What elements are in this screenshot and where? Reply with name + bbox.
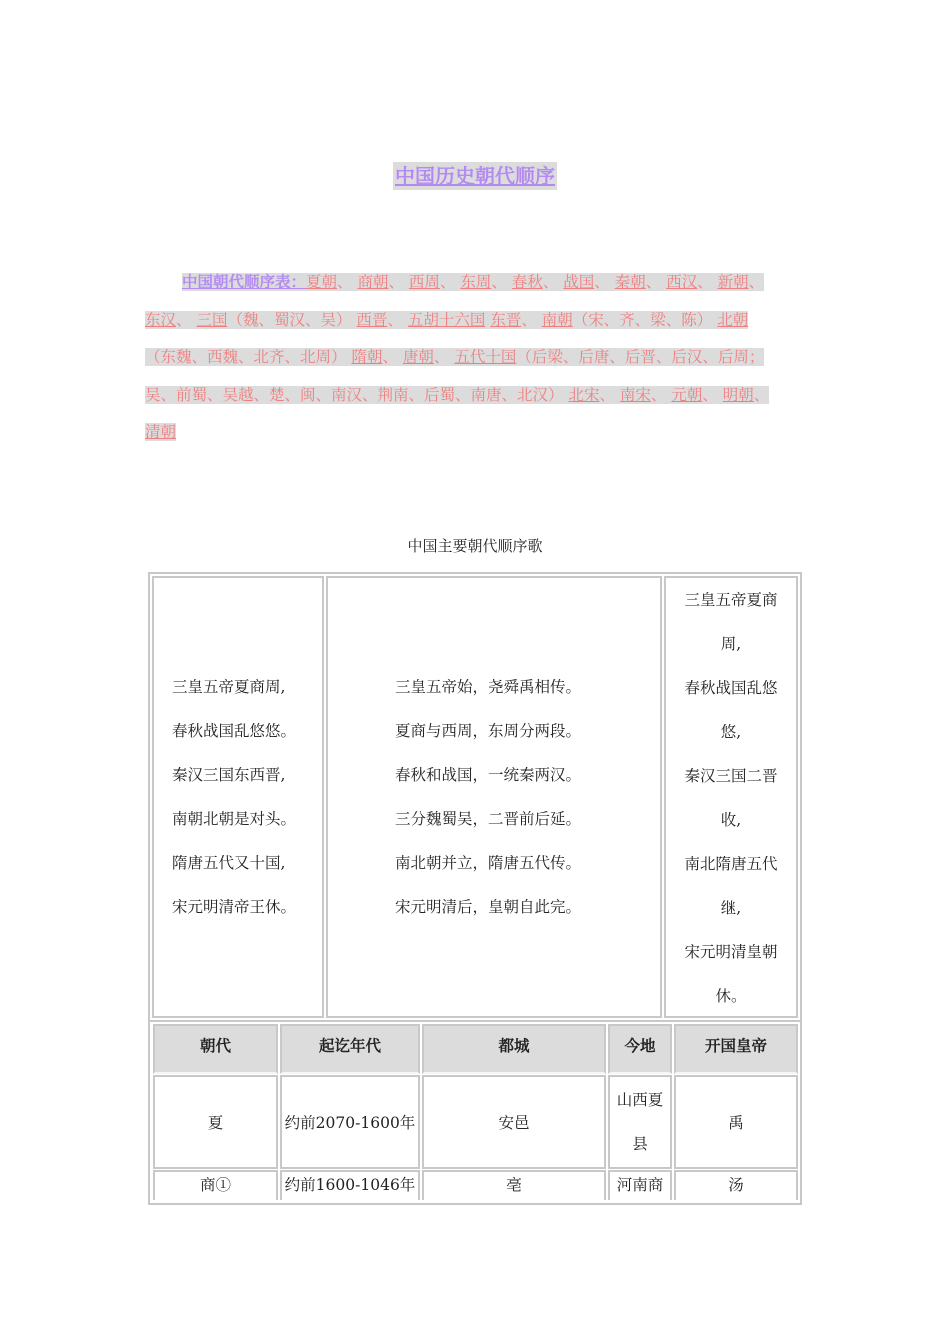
text-line: 春秋和战国，一统秦两汉。: [395, 766, 582, 784]
dynasty-text: 、: [645, 273, 667, 291]
text-line: 夏商与西周，东周分两段。: [395, 722, 582, 740]
dynasty-text: 、: [433, 348, 455, 366]
text-line: 三分魏蜀吴，二晋前后延。: [395, 810, 582, 828]
dynasty-text: 、: [697, 273, 718, 291]
text-line: 南北朝并立，隋唐五代传。: [395, 854, 582, 872]
text-line: 宋元明清后，皇朝自此完。: [395, 898, 582, 916]
dynasty-text: 、: [650, 385, 672, 404]
table-cell: 河南商: [608, 1170, 672, 1200]
dynasty-text: （东魏、西魏、北齐、北周）: [145, 348, 352, 366]
dynasty-text: 吴、前蜀、吴越、楚、闽、南汉、荆南、后蜀、南唐、北汉）: [145, 385, 569, 404]
text-line: 周,: [720, 635, 742, 653]
table-cell: 汤: [674, 1170, 798, 1200]
text-line: 隋唐五代又十国,: [172, 854, 286, 872]
dynasty-text: 、: [337, 273, 358, 291]
text-line: 秦汉三国二晋: [684, 767, 778, 785]
dynasty-text: 、: [388, 273, 409, 291]
text-line: 三皇五帝始，尧舜禹相传。: [395, 678, 582, 696]
dynasty-list-paragraph: [145, 263, 815, 452]
dynasty-link[interactable]: 商朝: [357, 273, 389, 291]
text-line: 悠,: [720, 723, 742, 741]
page-title-text[interactable]: 中国历史朝代顺序: [395, 164, 555, 188]
dynasty-text: 、: [594, 273, 615, 291]
dynasty-link[interactable]: 三国: [196, 310, 228, 329]
intro-line-4-items: [145, 386, 769, 404]
dynasty-link[interactable]: 北朝: [717, 310, 749, 329]
table-cell: 约前1600-1046年: [280, 1170, 420, 1200]
table-cell: 约前2070-1600年: [280, 1075, 420, 1169]
song-cell-3: [664, 576, 798, 1018]
table-cell: 亳: [422, 1170, 606, 1200]
dynasty-link[interactable]: 明朝: [722, 385, 754, 404]
text-line: 春秋战国乱悠: [684, 679, 778, 697]
header-founder: 开国皇帝: [674, 1024, 798, 1074]
header-dynasty: 朝代: [153, 1024, 278, 1074]
table-cell: 商①: [153, 1170, 278, 1200]
text-line: 宋元明清皇朝: [684, 943, 778, 961]
dynasty-link[interactable]: 新朝: [717, 273, 749, 291]
song-caption: 中国主要朝代顺序歌: [407, 537, 543, 555]
dynasty-link[interactable]: 清朝: [145, 423, 177, 441]
dynasty-text: 、: [748, 273, 765, 291]
dynasty-link[interactable]: 五胡十六国: [407, 310, 486, 329]
dynasty-text: 、: [176, 310, 197, 329]
intro-line-3: [145, 339, 815, 377]
dynasty-link[interactable]: 西汉: [666, 273, 698, 291]
song-lines-1: [172, 665, 296, 929]
text-line: 宋元明清帝王休。: [172, 898, 297, 916]
dynasty-table: [148, 1022, 802, 1205]
dynasty-text: 、: [753, 385, 770, 404]
dynasty-text: （宋、齐、梁、陈）: [572, 310, 718, 329]
table-cell: 禹: [674, 1075, 798, 1169]
text-line: 三皇五帝夏商: [684, 591, 778, 609]
dynasty-link[interactable]: 隋朝: [351, 348, 383, 366]
dynasty-link[interactable]: 五代十国: [454, 348, 517, 366]
intro-line-3-items: [145, 348, 764, 366]
song-cell-2: [326, 576, 662, 1018]
text-line: 秦汉三国东西晋,: [172, 766, 286, 784]
dynasty-link[interactable]: 春秋: [511, 273, 543, 291]
page-title: [0, 160, 950, 189]
intro-line-1: [145, 263, 815, 302]
text-line: 休。: [715, 987, 747, 1005]
table-cell: 夏: [153, 1075, 278, 1169]
dynasty-text: 、: [439, 273, 461, 291]
header-today: 今地: [608, 1024, 672, 1074]
header-capital: 都城: [422, 1024, 606, 1074]
intro-line-5: [145, 414, 815, 452]
dynasty-text: （后梁、后唐、后晋、后汉、后周；: [516, 348, 765, 366]
text-line: 收,: [720, 811, 742, 829]
dynasty-text: 、: [387, 310, 408, 329]
table-cell: [608, 1075, 672, 1169]
dynasty-link[interactable]: 东周: [460, 273, 492, 291]
intro-line-2-items: [145, 311, 748, 329]
song-lines-3: [666, 578, 796, 1018]
song-lines-2: [395, 665, 581, 929]
dynasty-link[interactable]: 战国: [563, 273, 595, 291]
today-lines: [610, 1078, 670, 1166]
dynasty-text: 、: [702, 385, 723, 404]
text-line: 继,: [720, 899, 742, 917]
dynasty-link[interactable]: 西晋: [356, 310, 388, 329]
dynasty-text: 、: [491, 273, 512, 291]
dynasty-link[interactable]: 东晋: [490, 310, 522, 329]
intro-line-5-items: [145, 423, 176, 441]
intro-line-1-items: [306, 273, 764, 291]
intro-label: 中国朝代顺序表：: [182, 272, 307, 291]
intro-line-2: [145, 302, 815, 340]
dynasty-text: 、: [599, 385, 620, 404]
text-line: 县: [632, 1135, 648, 1153]
text-line: 南朝北朝是对头。: [172, 810, 297, 828]
dynasty-text: 、: [382, 348, 403, 366]
dynasty-link[interactable]: 南朝: [541, 310, 573, 329]
text-line: 三皇五帝夏商周,: [172, 678, 286, 696]
dynasty-link[interactable]: 元朝: [671, 385, 703, 404]
dynasty-link[interactable]: 秦朝: [614, 273, 646, 291]
dynasty-text: （魏、蜀汉、吴）: [227, 310, 357, 329]
header-years: 起讫年代: [280, 1024, 420, 1074]
text-line: 山西夏: [616, 1091, 664, 1109]
text-line: 春秋战国乱悠悠。: [172, 722, 297, 740]
table-cell: 安邑: [422, 1075, 606, 1169]
dynasty-text: 、: [521, 310, 542, 329]
intro-line-4: [145, 377, 815, 415]
song-cell-1: [152, 576, 324, 1018]
dynasty-link[interactable]: 夏朝: [306, 273, 338, 291]
dynasty-link[interactable]: 北宋: [568, 385, 600, 404]
dynasty-link[interactable]: 东汉: [145, 310, 177, 329]
text-line: 南北隋唐五代: [684, 855, 778, 873]
dynasty-link[interactable]: 南宋: [619, 385, 651, 404]
dynasty-text: 、: [542, 273, 564, 291]
song-table: [148, 572, 802, 1022]
dynasty-link[interactable]: 唐朝: [402, 348, 434, 366]
dynasty-link[interactable]: 西周: [408, 273, 440, 291]
